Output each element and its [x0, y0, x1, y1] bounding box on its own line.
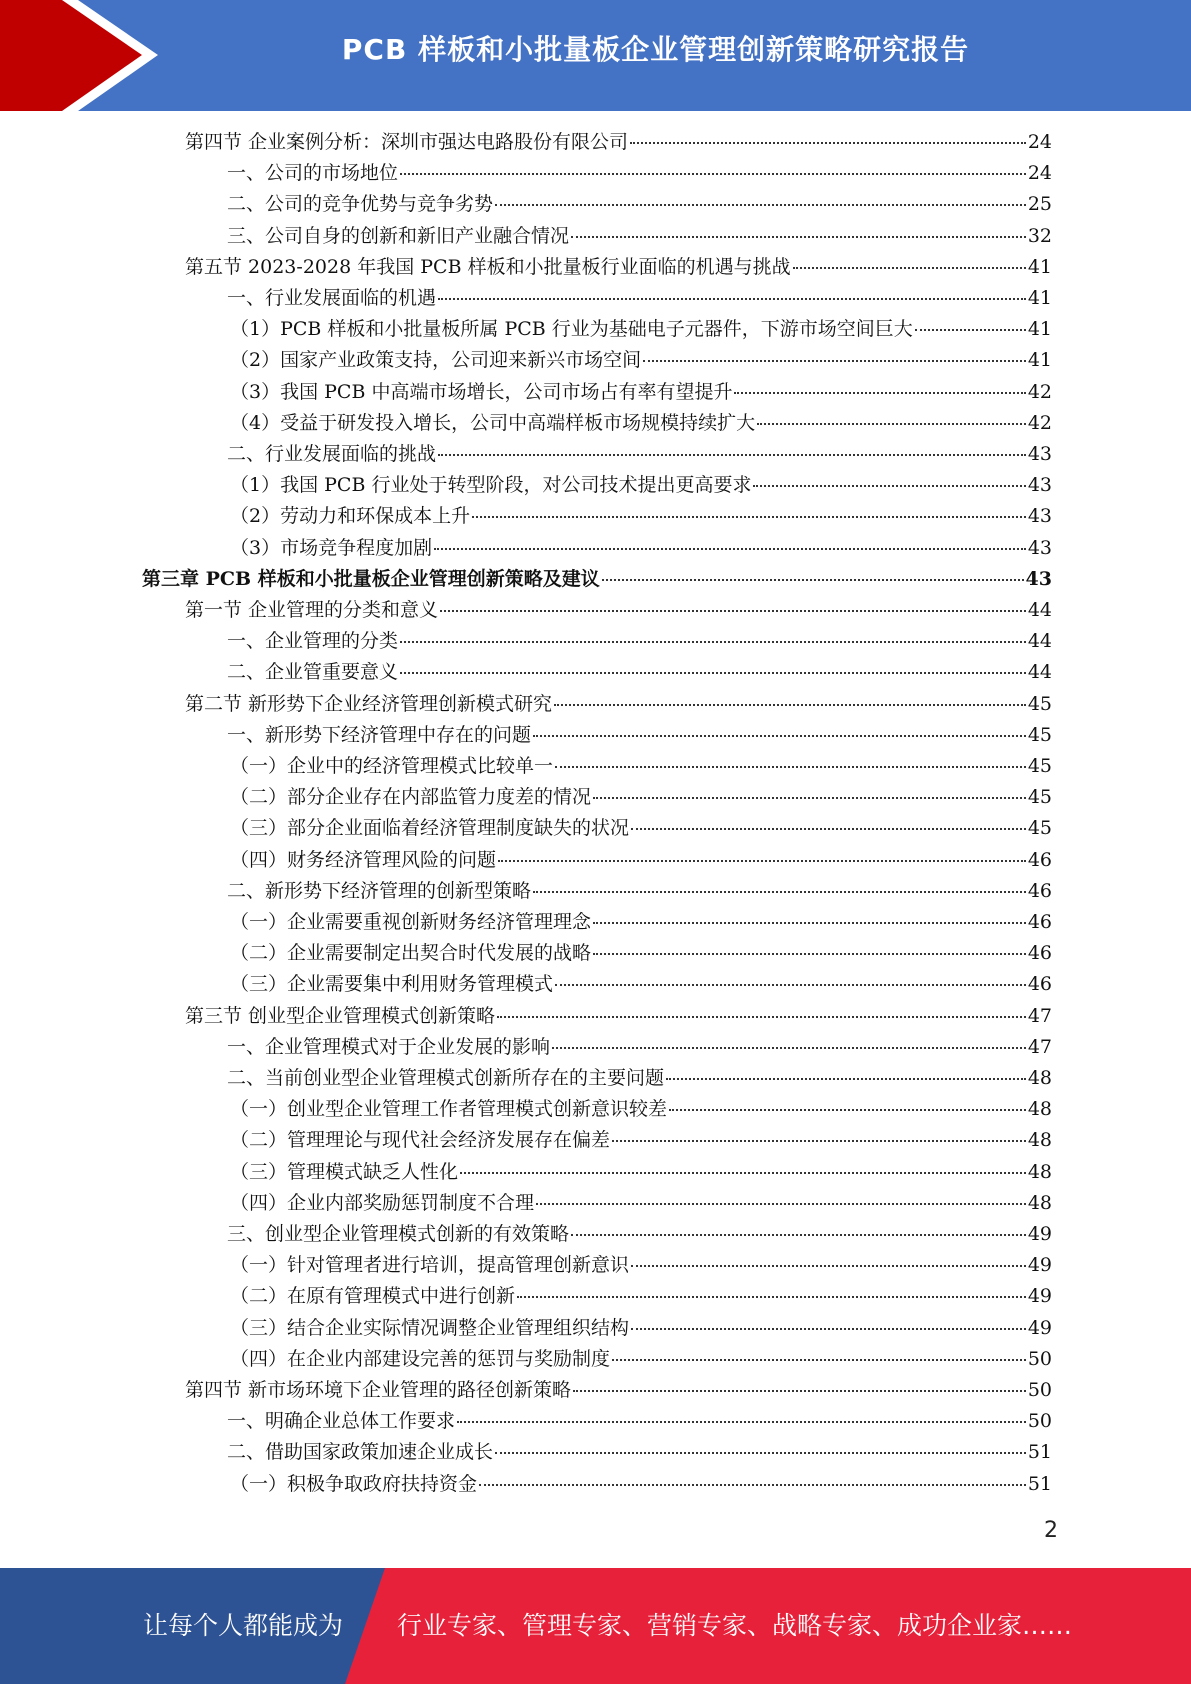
toc-entry-title: 三、创业型企业管理模式创新的有效策略 [227, 1223, 570, 1245]
toc-entry-page: 47 [1027, 1004, 1052, 1027]
toc-entry[interactable] [227, 876, 1052, 907]
toc-entry-title: （一）针对管理者进行培训，提高管理创新意识 [230, 1254, 630, 1277]
toc-entry[interactable] [230, 1157, 1052, 1188]
toc-entry-page: 48 [1027, 1191, 1052, 1214]
toc-entry-title: 三、公司自身的创新和新旧产业融合情况 [227, 224, 570, 247]
toc-entry[interactable] [230, 1250, 1052, 1281]
toc-entry-title: （二）部分企业存在内部监管力度差的情况 [230, 786, 592, 809]
page-header [0, 0, 1191, 111]
toc-dot-leader [536, 1203, 1026, 1205]
toc-entry-title: 二、新形势下经济管理的创新型策略 [227, 879, 532, 902]
toc-dot-leader [438, 454, 1026, 456]
toc-entry-title: 二、公司的竞争优势与竞争劣势 [227, 193, 494, 216]
toc-dot-leader [602, 579, 1024, 581]
toc-entry[interactable] [227, 439, 1052, 470]
toc-dot-leader [734, 392, 1025, 394]
toc-dot-leader [573, 1390, 1026, 1392]
toc-entry-title: 第三章 PCB 样板和小批量板企业管理创新策略及建议 [142, 567, 600, 590]
toc-entry-page: 42 [1027, 411, 1052, 434]
toc-entry-title: （4）受益于研发投入增长，公司中高端样板市场规模持续扩大 [230, 411, 756, 434]
toc-entry-page: 48 [1027, 1098, 1052, 1121]
toc-entry-page: 43 [1027, 474, 1052, 497]
toc-entry-page: 44 [1027, 630, 1052, 653]
toc-entry[interactable] [185, 1375, 1052, 1406]
toc-entry-title: 一、新形势下经济管理中存在的问题 [227, 723, 532, 746]
toc-entry-title: （1）我国 PCB 行业处于转型阶段，对公司技术提出更高要求 [230, 474, 752, 497]
toc-entry[interactable] [230, 1281, 1052, 1312]
toc-entry[interactable] [227, 1406, 1052, 1437]
report-title: PCB 样板和小批量板企业管理创新策略研究报告 [341, 33, 970, 66]
toc-entry-page: 25 [1027, 193, 1052, 216]
footer-slogan-right: 行业专家、管理专家、营销专家、战略专家、成功企业家…… [397, 1611, 1073, 1640]
toc-dot-leader [612, 1140, 1026, 1142]
toc-dot-leader [440, 610, 1026, 612]
toc-entry[interactable] [185, 1001, 1052, 1032]
toc-entry-page: 46 [1027, 911, 1052, 933]
toc-entry-page: 50 [1027, 1410, 1052, 1433]
toc-dot-leader [753, 485, 1025, 487]
toc-entry-page: 48 [1027, 1160, 1052, 1183]
toc-dot-leader [495, 204, 1026, 206]
toc-entry[interactable] [230, 1125, 1052, 1156]
toc-entry-page: 51 [1027, 1472, 1052, 1495]
toc-dot-leader [555, 766, 1026, 768]
toc-entry[interactable] [185, 252, 1052, 283]
toc-entry-title: （二）企业需要制定出契合时代发展的战略 [230, 942, 592, 965]
toc-entry[interactable] [227, 1437, 1052, 1468]
toc-entry[interactable] [227, 221, 1052, 252]
toc-entry-page: 44 [1027, 599, 1052, 621]
toc-entry[interactable] [230, 533, 1052, 564]
toc-entry-page: 45 [1027, 817, 1052, 840]
toc-entry-page: 49 [1027, 1285, 1052, 1308]
toc-entry[interactable] [230, 1344, 1052, 1375]
toc-entry-title: 一、企业管理的分类 [227, 630, 399, 653]
toc-dot-leader [631, 1265, 1026, 1267]
toc-entry-page: 41 [1027, 287, 1052, 309]
toc-entry[interactable] [227, 720, 1052, 751]
toc-entry-title: 第二节 新形势下企业经济管理创新模式研究 [185, 692, 553, 715]
footer-slogan-left: 让每个人都能成为 [143, 1611, 344, 1640]
toc-dot-leader [479, 1484, 1026, 1486]
toc-entry-title: 二、企业管重要意义 [227, 661, 399, 684]
toc-entry[interactable] [230, 1313, 1052, 1344]
toc-entry[interactable] [230, 501, 1052, 532]
toc-entry-title: （四）在企业内部建设完善的惩罚与奖励制度 [230, 1347, 611, 1370]
toc-entry-page: 42 [1027, 380, 1052, 403]
toc-dot-leader [631, 828, 1026, 830]
toc-entry[interactable] [230, 1188, 1052, 1219]
toc-entry-page: 24 [1027, 131, 1052, 153]
toc-dot-leader [460, 1172, 1026, 1174]
toc-entry-title: （1）PCB 样板和小批量板所属 PCB 行业为基础电子元器件，下游市场空间巨大 [230, 318, 913, 341]
toc-entry-page: 46 [1027, 879, 1052, 902]
toc-entry[interactable] [185, 127, 1052, 158]
toc-dot-leader [400, 672, 1026, 674]
toc-entry-title: （一）企业需要重视创新财务经济管理理念 [230, 911, 592, 933]
toc-entry-page: 50 [1027, 1379, 1052, 1401]
toc-entry-title: （3）我国 PCB 中高端市场增长，公司市场占有率有望提升 [230, 380, 733, 403]
toc-entry-title: 第四节 企业案例分析：深圳市强达电路股份有限公司 [185, 131, 629, 153]
toc-entry[interactable] [227, 1219, 1052, 1250]
toc-entry-title: 二、借助国家政策加速企业成长 [227, 1441, 494, 1464]
toc-dot-leader [612, 1359, 1026, 1361]
toc-dot-leader [498, 860, 1026, 862]
toc-entry-page: 49 [1027, 1254, 1052, 1277]
toc-dot-leader [533, 891, 1026, 893]
toc-dot-leader [915, 329, 1026, 331]
toc-entry-title: 第四节 新市场环境下企业管理的路径创新策略 [185, 1379, 572, 1401]
toc-entry-page: 51 [1027, 1441, 1052, 1464]
toc-entry-title: （三）管理模式缺乏人性化 [230, 1160, 459, 1183]
toc-dot-leader [571, 1234, 1026, 1236]
toc-entry[interactable] [227, 158, 1052, 189]
toc-dot-leader [593, 953, 1026, 955]
toc-entry[interactable] [230, 907, 1052, 938]
toc-dot-leader [593, 797, 1026, 799]
toc-entry-page: 49 [1027, 1223, 1052, 1245]
toc-entry-title: （二）在原有管理模式中进行创新 [230, 1285, 516, 1308]
toc-entry-title: 一、行业发展面临的机遇 [227, 287, 437, 309]
toc-entry[interactable] [227, 283, 1052, 314]
toc-entry-title: 第一节 企业管理的分类和意义 [185, 599, 439, 621]
toc-entry-title: （三）部分企业面临着经济管理制度缺失的状况 [230, 817, 630, 840]
toc-entry-page: 45 [1027, 723, 1052, 746]
toc-dot-leader [533, 735, 1026, 737]
toc-entry-title: 一、公司的市场地位 [227, 162, 399, 185]
toc-dot-leader [495, 1452, 1026, 1454]
toc-entry-title: （2）劳动力和环保成本上升 [230, 505, 471, 528]
toc-entry-page: 48 [1027, 1129, 1052, 1152]
toc-entry-title: 第三节 创业型企业管理模式创新策略 [185, 1004, 496, 1027]
toc-dot-leader [497, 1016, 1026, 1018]
toc-dot-leader [517, 1296, 1026, 1298]
toc-entry[interactable] [230, 1469, 1052, 1500]
toc-entry-page: 46 [1027, 942, 1052, 965]
toc-dot-leader [400, 173, 1026, 175]
toc-entry-page: 32 [1027, 224, 1052, 247]
toc-dot-leader [554, 704, 1026, 706]
toc-entry[interactable] [185, 595, 1052, 626]
toc-entry-page: 41 [1027, 255, 1052, 278]
toc-entry[interactable] [185, 689, 1052, 720]
toc-dot-leader [593, 922, 1026, 924]
toc-entry-page: 46 [1027, 848, 1052, 871]
toc-dot-leader [438, 298, 1026, 300]
toc-entry[interactable] [230, 845, 1052, 876]
toc-entry[interactable] [230, 751, 1052, 782]
toc-entry-page: 43 [1025, 567, 1052, 590]
toc-entry[interactable] [227, 657, 1052, 688]
toc-entry-title: （一）创业型企业管理工作者管理模式创新意识较差 [230, 1098, 668, 1121]
toc-entry-page: 41 [1027, 318, 1052, 341]
toc-entry[interactable] [230, 969, 1052, 1000]
toc-entry-title: （四）财务经济管理风险的问题 [230, 848, 497, 871]
toc-entry-page: 43 [1027, 505, 1052, 528]
toc-entry-title: 一、企业管理模式对于企业发展的影响 [227, 1035, 551, 1058]
toc-entry-title: 第五节 2023-2028 年我国 PCB 样板和小批量板行业面临的机遇与挑战 [185, 255, 791, 278]
toc-dot-leader [400, 641, 1026, 643]
toc-entry[interactable] [227, 1032, 1052, 1063]
toc-entry-title: （四）企业内部奖励惩罚制度不合理 [230, 1191, 535, 1214]
toc-entry[interactable] [230, 377, 1052, 408]
toc-entry-title: （三）结合企业实际情况调整企业管理组织结构 [230, 1316, 630, 1339]
toc-entry[interactable] [230, 470, 1052, 501]
toc-entry-page: 43 [1027, 443, 1052, 465]
page-number: 2 [1044, 1518, 1058, 1543]
toc-entry-page: 43 [1027, 536, 1052, 559]
toc-entry-title: 一、明确企业总体工作要求 [227, 1410, 456, 1433]
toc-entry[interactable] [230, 314, 1052, 345]
toc-dot-leader [666, 1078, 1026, 1080]
toc-dot-leader [552, 1047, 1026, 1049]
toc-entry-page: 50 [1027, 1347, 1052, 1370]
toc-entry[interactable] [227, 626, 1052, 657]
toc-entry-title: （二）管理理论与现代社会经济发展存在偏差 [230, 1129, 611, 1152]
toc-entry[interactable] [230, 813, 1052, 844]
toc-entry[interactable] [227, 189, 1052, 220]
toc-entry-title: （一）企业中的经济管理模式比较单一 [230, 755, 554, 777]
toc-dot-leader [643, 360, 1026, 362]
toc-entry[interactable] [227, 1063, 1052, 1094]
toc-entry[interactable] [230, 938, 1052, 969]
toc-dot-leader [472, 516, 1026, 518]
toc-entry-page: 24 [1027, 162, 1052, 185]
toc-entry-title: 二、行业发展面临的挑战 [227, 443, 437, 465]
toc-entry-title: （2）国家产业政策支持，公司迎来新兴市场空间 [230, 349, 642, 372]
toc-entry-title: 二、当前创业型企业管理模式创新所存在的主要问题 [227, 1067, 665, 1089]
toc-dot-leader [669, 1109, 1026, 1111]
toc-dot-leader [757, 423, 1026, 425]
toc-entry[interactable] [230, 782, 1052, 813]
toc-entry-page: 44 [1027, 661, 1052, 684]
toc-entry-page: 45 [1027, 755, 1052, 777]
toc-entry[interactable] [230, 408, 1052, 439]
toc-dot-leader [793, 267, 1026, 269]
toc-entry-title: （3）市场竞争程度加剧 [230, 536, 433, 559]
toc-entry-page: 47 [1027, 1035, 1052, 1058]
toc-dot-leader [571, 236, 1026, 238]
toc-entry-page: 49 [1027, 1316, 1052, 1339]
toc-entry[interactable] [230, 1094, 1052, 1125]
toc-dot-leader [630, 142, 1026, 144]
toc-dot-leader [555, 984, 1026, 986]
toc-entry-page: 48 [1027, 1067, 1052, 1089]
toc-entry-page: 45 [1027, 692, 1052, 715]
toc-entry-page: 41 [1027, 349, 1052, 372]
toc-dot-leader [457, 1421, 1026, 1423]
toc-entry-title: （三）企业需要集中利用财务管理模式 [230, 973, 554, 996]
toc-dot-leader [434, 548, 1026, 550]
page-footer [0, 1568, 1191, 1684]
toc-entry[interactable] [142, 564, 1052, 595]
toc-dot-leader [631, 1328, 1026, 1330]
toc-entry-page: 45 [1027, 786, 1052, 809]
toc-entry-page: 46 [1027, 973, 1052, 996]
toc-entry[interactable] [230, 345, 1052, 376]
toc-entry-title: （一）积极争取政府扶持资金 [230, 1472, 478, 1495]
